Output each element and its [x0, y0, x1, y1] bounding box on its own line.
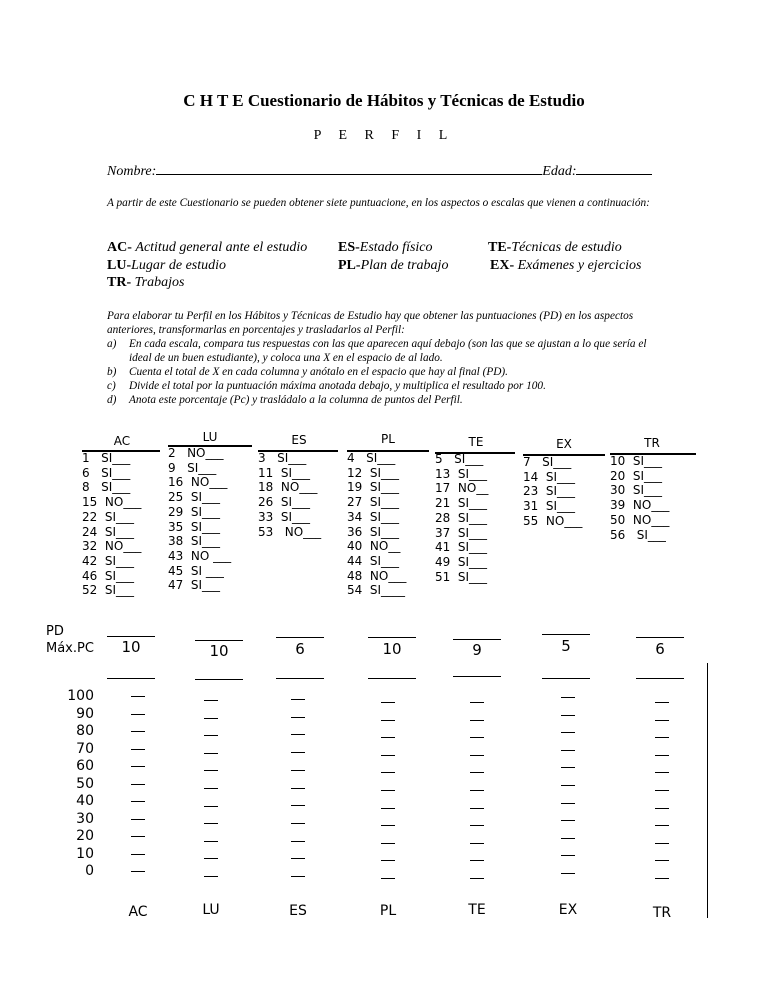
profile-mark-slot[interactable]: [204, 858, 218, 859]
profile-mark-slot[interactable]: [655, 737, 669, 738]
max-score-ex: 5: [561, 637, 571, 655]
profile-mark-slot[interactable]: [131, 819, 145, 820]
answer-item[interactable]: 26 SI___: [258, 495, 311, 510]
max-score-es: 6: [295, 640, 305, 658]
pc-field-es[interactable]: [276, 678, 324, 679]
pc-field-ac[interactable]: [107, 678, 155, 679]
answer-item[interactable]: 31 SI___: [523, 499, 576, 514]
profile-mark-slot[interactable]: [470, 772, 484, 773]
column-header-tr: TR: [644, 436, 660, 450]
profile-mark-slot[interactable]: [204, 770, 218, 771]
profile-mark-slot[interactable]: [204, 718, 218, 719]
name-age-row: [107, 162, 659, 180]
profile-axis-tick: 80: [76, 723, 94, 739]
pd-field-lu[interactable]: [195, 640, 243, 641]
profile-mark-slot[interactable]: [655, 772, 669, 773]
profile-mark-slot[interactable]: [291, 841, 305, 842]
profile-column-label: EX: [558, 902, 578, 918]
answer-item[interactable]: 33 SI___: [258, 509, 311, 524]
profile-mark-slot[interactable]: [655, 755, 669, 756]
profile-mark-slot[interactable]: [204, 700, 218, 701]
answer-item[interactable]: 43 NO ___: [168, 548, 232, 563]
answer-item[interactable]: 56 SI___: [610, 527, 666, 542]
scale-ac: AC- Actitud general ante el estudio: [107, 240, 308, 255]
profile-mark-slot[interactable]: [470, 737, 484, 738]
answer-item[interactable]: 36 SI___: [347, 524, 400, 539]
profile-mark-slot[interactable]: [204, 806, 218, 807]
instruction-step: c) Divide el total por la puntuación máxima anotada debajo, y multiplica el resultado por 100.: [107, 380, 546, 392]
answer-item[interactable]: 12 SI___: [347, 465, 400, 480]
profile-mark-slot[interactable]: [131, 731, 145, 732]
profile-mark-slot[interactable]: [204, 823, 218, 824]
profile-mark-slot[interactable]: [291, 770, 305, 771]
profile-mark-slot[interactable]: [561, 785, 575, 786]
profile-mark-slot[interactable]: [381, 808, 395, 809]
max-score-pl: 10: [382, 640, 402, 658]
column-header-ac: AC: [113, 434, 131, 448]
max-pc-label: Máx.PC: [46, 641, 94, 656]
profile-axis-tick: 0: [85, 863, 94, 879]
column-header-ex: EX: [556, 437, 572, 451]
pd-field-ac[interactable]: [107, 636, 155, 637]
profile-mark-slot[interactable]: [131, 766, 145, 767]
answer-item[interactable]: 2 NO___: [168, 446, 224, 460]
profile-axis-tick: 70: [76, 740, 94, 757]
answer-item[interactable]: 1 SI___: [82, 451, 131, 465]
profile-mark-slot[interactable]: [131, 854, 145, 855]
profile-axis-tick: 10: [76, 845, 94, 862]
answer-item[interactable]: 7 SI___: [523, 455, 572, 469]
profile-column-label: PL: [379, 903, 397, 919]
answer-item[interactable]: 8 SI___: [82, 480, 131, 495]
profile-mark-slot[interactable]: [381, 860, 395, 861]
profile-mark-slot[interactable]: [381, 825, 395, 826]
profile-mark-slot[interactable]: [561, 873, 575, 874]
profile-mark-slot[interactable]: [204, 876, 218, 877]
instructions-steps: [107, 337, 660, 407]
instructions-lead: Para elaborar tu Perfil en los Hábitos y Técnicas de Estudio hay que obtener las puntuaciones (PD) en los aspectos anteriores, transformarlas en porcentajes y trasladarlos al Perfil:: [107, 310, 634, 336]
profile-mark-slot[interactable]: [561, 715, 575, 716]
answer-item[interactable]: 38 SI___: [168, 534, 221, 549]
max-score-te: 9: [472, 641, 482, 659]
answer-item[interactable]: 17 NO__: [435, 481, 489, 496]
profile-axis-tick: 60: [76, 758, 94, 774]
answer-item[interactable]: 9 SI___: [168, 460, 217, 475]
profile-mark-slot[interactable]: [291, 805, 305, 806]
profile-frame-right: [707, 663, 708, 918]
profile-mark-slot[interactable]: [291, 858, 305, 859]
profile-mark-slot[interactable]: [131, 696, 145, 697]
answer-item[interactable]: 28 SI___: [435, 510, 488, 525]
page-subtitle: P E R F I L: [313, 128, 455, 143]
pd-field-pl[interactable]: [368, 637, 416, 638]
profile-mark-slot[interactable]: [561, 838, 575, 839]
answer-item[interactable]: 45 SI ___: [168, 563, 224, 578]
answer-item[interactable]: 16 NO___: [168, 475, 228, 490]
answer-item[interactable]: 3 SI___: [258, 451, 307, 465]
profile-column-label: ES: [289, 903, 307, 919]
answer-item[interactable]: 52 SI___: [82, 583, 135, 598]
profile-mark-slot[interactable]: [470, 860, 484, 861]
profile-column-label: TE: [468, 902, 486, 918]
profile-mark-slot[interactable]: [131, 871, 145, 872]
answer-item[interactable]: 13 SI___: [435, 466, 488, 481]
answer-item[interactable]: 15 NO___: [82, 495, 142, 510]
answer-item[interactable]: 44 SI___: [347, 553, 400, 568]
pd-label: PD: [46, 624, 64, 639]
profile-mark-slot[interactable]: [470, 808, 484, 809]
column-header-es: ES: [291, 433, 307, 447]
column-header-pl: PL: [381, 432, 395, 446]
answer-item[interactable]: 25 SI___: [168, 490, 221, 505]
profile-mark-slot[interactable]: [381, 772, 395, 773]
profile-mark-slot[interactable]: [655, 825, 669, 826]
pc-field-tr[interactable]: [636, 678, 684, 679]
answer-item[interactable]: 29 SI___: [168, 504, 221, 519]
answer-item[interactable]: 20 SI___: [610, 468, 663, 483]
profile-mark-slot[interactable]: [131, 749, 145, 750]
profile-mark-slot[interactable]: [291, 752, 305, 753]
max-score-lu: 10: [209, 642, 229, 660]
pc-field-te[interactable]: [453, 676, 501, 677]
answer-item[interactable]: 10 SI___: [610, 454, 663, 468]
answer-item[interactable]: 48 NO___: [347, 568, 407, 583]
scale-es: ES-Estado físico: [338, 240, 433, 255]
answer-item[interactable]: 14 SI___: [523, 469, 576, 484]
profile-mark-slot[interactable]: [204, 735, 218, 736]
answer-item[interactable]: 49 SI___: [435, 554, 488, 569]
answer-item[interactable]: 19 SI___: [347, 480, 400, 495]
profile-mark-slot[interactable]: [131, 784, 145, 785]
profile-mark-slot[interactable]: [561, 767, 575, 768]
profile-mark-slot[interactable]: [655, 702, 669, 703]
profile-mark-slot[interactable]: [655, 808, 669, 809]
profile-mark-slot[interactable]: [561, 803, 575, 804]
answer-item[interactable]: 27 SI___: [347, 495, 400, 510]
profile-mark-slot[interactable]: [655, 860, 669, 861]
profile-mark-slot[interactable]: [470, 790, 484, 791]
profile-mark-slot[interactable]: [561, 820, 575, 821]
answer-item[interactable]: 46 SI___: [82, 568, 135, 583]
pd-field-tr[interactable]: [636, 637, 684, 638]
age-field[interactable]: [576, 162, 652, 175]
profile-mark-slot[interactable]: [470, 702, 484, 703]
instruction-step: b) Cuenta el total de X en cada columna y anótalo en el espacio que hay al final (PD).: [107, 366, 508, 378]
answer-item[interactable]: 24 SI___: [82, 524, 135, 539]
pd-field-te[interactable]: [453, 639, 501, 640]
profile-mark-slot[interactable]: [470, 720, 484, 721]
profile-axis-tick: 30: [76, 810, 94, 827]
profile-mark-slot[interactable]: [381, 755, 395, 756]
answer-item[interactable]: 54 SI____: [347, 583, 406, 598]
answer-item[interactable]: 30 SI___: [610, 483, 663, 498]
scale-lu: LU-Lugar de estudio: [107, 258, 227, 273]
pc-field-ex[interactable]: [542, 678, 590, 679]
answer-item[interactable]: 32 NO___: [82, 539, 142, 554]
pd-field-ex[interactable]: [542, 634, 590, 635]
profile-mark-slot[interactable]: [131, 836, 145, 837]
answer-item[interactable]: 41 SI___: [435, 540, 488, 555]
profile-mark-slot[interactable]: [291, 717, 305, 718]
profile-axis-tick: 20: [76, 828, 94, 844]
answer-item[interactable]: 22 SI___: [82, 509, 135, 524]
profile-mark-slot[interactable]: [470, 878, 484, 879]
intro-text: A partir de este Cuestionario se pueden obtener siete puntuacione, en los aspectos o escalas que vienen a continuación:: [107, 197, 650, 209]
profile-mark-slot[interactable]: [655, 878, 669, 879]
profile-mark-slot[interactable]: [561, 732, 575, 733]
answer-item[interactable]: 18 NO___: [258, 480, 318, 495]
instruction-step: d) Anota este porcentaje (Pc) y trasládalo a la columna de puntos del Perfil.: [107, 394, 463, 406]
scale-tr: TR- Trabajos: [107, 275, 185, 290]
profile-column-label: TR: [652, 905, 672, 921]
page-title: C H T E Cuestionario de Hábitos y Técnicas de Estudio: [183, 91, 585, 110]
profile-mark-slot[interactable]: [131, 714, 145, 715]
answer-item[interactable]: 4 SI___: [347, 451, 396, 465]
instruction-step: a) En cada escala, compara tus respuestas con las que aparecen aquí debajo (son las que se ajustan a lo que sería el ideal de un buen estudiante), y coloca una X en el espacio de al lado.: [107, 338, 647, 364]
answer-item[interactable]: 11 SI___: [258, 465, 311, 480]
answer-item[interactable]: 39 NO___: [610, 498, 670, 513]
profile-mark-slot[interactable]: [291, 699, 305, 700]
pc-field-lu[interactable]: [195, 679, 243, 680]
answer-item[interactable]: 5 SI___: [435, 452, 484, 466]
answer-item[interactable]: 55 NO___: [523, 513, 583, 528]
profile-mark-slot[interactable]: [381, 790, 395, 791]
instructions: [107, 309, 660, 407]
answer-item[interactable]: 51 SI___: [435, 569, 488, 584]
profile-axis-tick: 40: [76, 793, 94, 809]
answer-item[interactable]: 47 SI___: [168, 578, 221, 593]
name-label: Nombre:: [107, 164, 157, 179]
answer-item[interactable]: 53 NO___: [258, 524, 322, 539]
profile-mark-slot[interactable]: [204, 788, 218, 789]
profile-mark-slot[interactable]: [381, 843, 395, 844]
answer-item[interactable]: 37 SI___: [435, 525, 488, 540]
profile-axis-tick: 90: [76, 705, 94, 722]
profile-column-label: AC: [128, 904, 148, 920]
max-score-tr: 6: [655, 640, 665, 658]
column-header-te: TE: [468, 435, 484, 449]
answer-item[interactable]: 42 SI___: [82, 553, 135, 568]
max-score-ac: 10: [121, 638, 141, 656]
profile-axis-tick: 50: [76, 775, 94, 792]
answer-item[interactable]: 23 SI___: [523, 484, 576, 499]
profile-mark-slot[interactable]: [291, 788, 305, 789]
scale-ex: EX- Exámenes y ejercicios: [490, 258, 642, 273]
profile-axis-tick: 100: [67, 688, 94, 704]
profile-mark-slot[interactable]: [381, 737, 395, 738]
answer-item[interactable]: 50 NO___: [610, 512, 670, 527]
answer-item[interactable]: 35 SI___: [168, 519, 221, 534]
profile-mark-slot[interactable]: [381, 720, 395, 721]
profile-mark-slot[interactable]: [470, 843, 484, 844]
profile-mark-slot[interactable]: [470, 755, 484, 756]
profile-mark-slot[interactable]: [561, 750, 575, 751]
answer-item[interactable]: 6 SI___: [82, 465, 131, 480]
answer-item[interactable]: 21 SI___: [435, 496, 488, 511]
profile-mark-slot[interactable]: [381, 878, 395, 879]
profile-mark-slot[interactable]: [291, 876, 305, 877]
profile-mark-slot[interactable]: [381, 702, 395, 703]
profile-mark-slot[interactable]: [204, 841, 218, 842]
profile-mark-slot[interactable]: [204, 753, 218, 754]
profile-column-label: LU: [202, 902, 220, 918]
profile-mark-slot[interactable]: [561, 697, 575, 698]
scale-te: TE-Técnicas de estudio: [488, 240, 622, 255]
profile-mark-slot[interactable]: [655, 720, 669, 721]
scale-pl: PL-Plan de trabajo: [338, 258, 449, 273]
pd-field-es[interactable]: [276, 637, 324, 638]
profile-mark-slot[interactable]: [655, 790, 669, 791]
answer-item[interactable]: 34 SI___: [347, 509, 400, 524]
profile-mark-slot[interactable]: [470, 825, 484, 826]
profile-mark-slot[interactable]: [561, 855, 575, 856]
profile-mark-slot[interactable]: [131, 801, 145, 802]
pc-field-pl[interactable]: [368, 678, 416, 679]
profile-mark-slot[interactable]: [291, 734, 305, 735]
name-field[interactable]: [156, 162, 542, 175]
profile-mark-slot[interactable]: [655, 843, 669, 844]
age-label: Edad:: [542, 164, 577, 179]
profile-mark-slot[interactable]: [291, 823, 305, 824]
column-header-lu: LU: [202, 430, 218, 444]
answer-item[interactable]: 40 NO__: [347, 539, 401, 554]
